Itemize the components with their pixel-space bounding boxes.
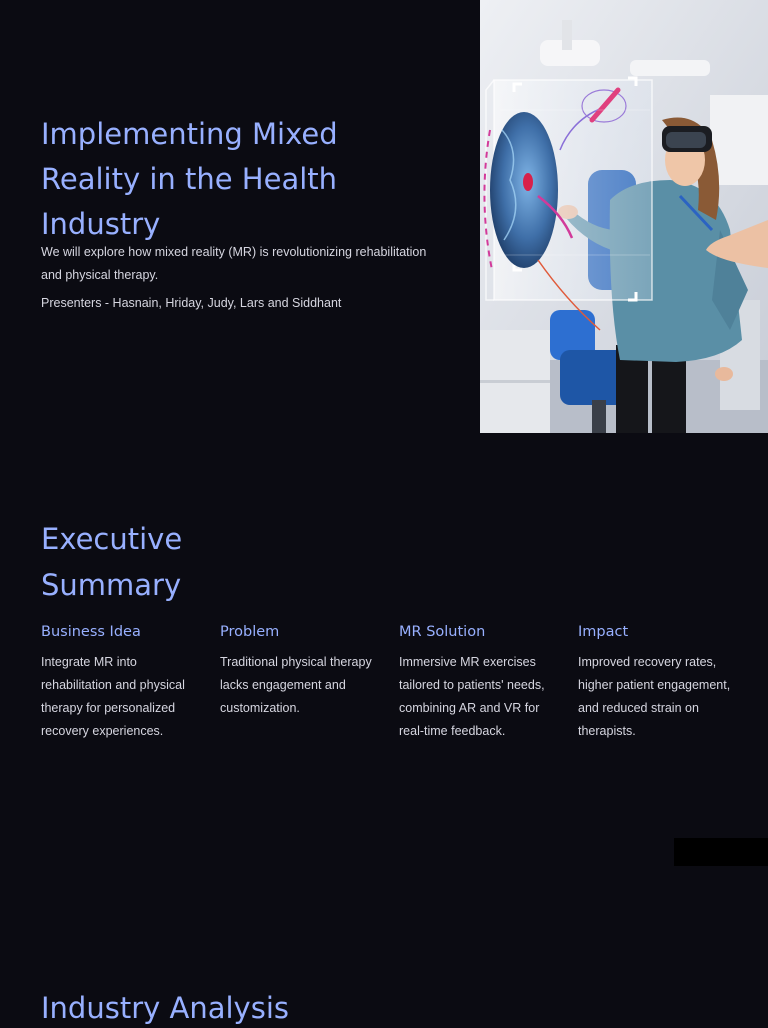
- hero-presenters: Presenters - Hasnain, Hriday, Judy, Lars and Siddhant: [41, 296, 342, 310]
- executive-summary-columns: [41, 619, 741, 759]
- column-heading: Problem: [220, 624, 280, 640]
- column-heading: Impact: [578, 624, 629, 640]
- hero-image-mixed-reality-headset: [480, 0, 768, 433]
- black-overlay-bar: [674, 838, 768, 866]
- hero-description: We will explore how mixed reality (MR) is revolutionizing rehabilitation and physical therapy.: [41, 245, 427, 282]
- summary-column-impact: [578, 619, 744, 743]
- summary-column-problem: [220, 619, 386, 720]
- summary-column-business-idea: [41, 619, 207, 743]
- summary-column-mr-solution: [399, 619, 565, 743]
- industry-analysis-title: Industry Analysis: [41, 991, 289, 1025]
- column-text: Traditional physical therapy lacks engagement and customization.: [220, 655, 372, 715]
- column-text: Improved recovery rates, higher patient engagement, and reduced strain on therapists.: [578, 655, 731, 738]
- column-text: Integrate MR into rehabilitation and physical therapy for personalized recovery experiences.: [41, 655, 185, 738]
- column-heading: Business Idea: [41, 624, 141, 640]
- executive-summary-title: Executive Summary: [41, 522, 183, 602]
- hero-title: Implementing Mixed Reality in the Health Industry: [41, 117, 338, 241]
- column-heading: MR Solution: [399, 624, 486, 640]
- column-text: Immersive MR exercises tailored to patients' needs, combining AR and VR for real-time feedback.: [399, 655, 545, 738]
